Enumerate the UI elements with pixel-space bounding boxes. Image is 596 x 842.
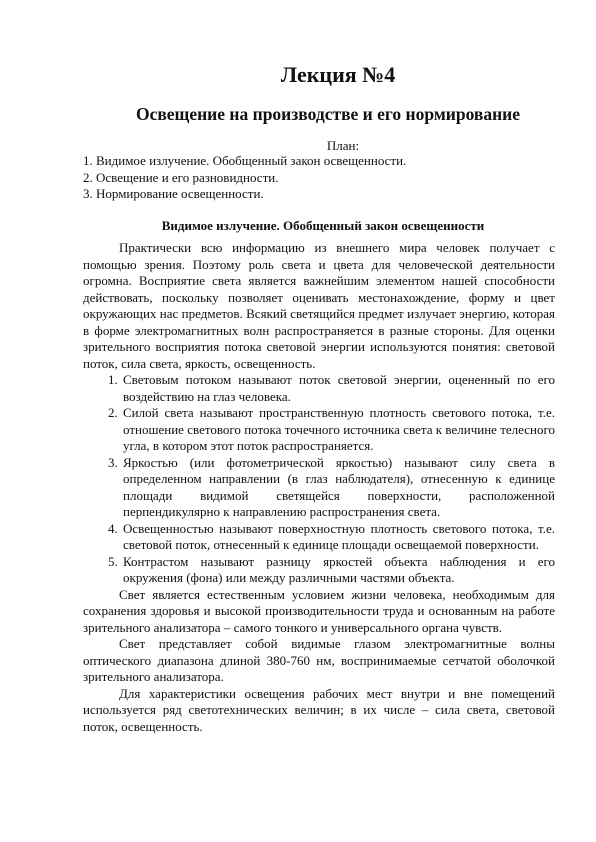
definition-item: 1. Световым потоком называют поток световой энергии, оцененный по его воздействию на глаз человека. xyxy=(121,372,555,405)
section-heading: Видимое излучение. Обобщенный закон освещенности xyxy=(161,218,485,233)
paragraph: Свет представляет собой видимые глазом электромагнитные волны оптического диапазона длиной 380-760 нм, воспринимаемые сетчатой оболочкой зрительного анализатора. xyxy=(83,636,555,684)
plan-item: 1. Видимое излучение. Обобщенный закон освещенности. xyxy=(83,153,407,168)
definitions-list xyxy=(83,372,555,587)
plan-item: 3. Нормирование освещенности. xyxy=(83,186,264,201)
intro-paragraph: Практически всю информацию из внешнего мира человек получает с помощью зрения. Поэтому роль света и цвета для человеческой деятельности огромна. Восприятие света является важнейшим элементом нашей способности действовать, поскольку позволяет оценивать местонахождение, форму и цвет окружающих нас предметов. Всякий светящийся предмет излучает энергию, которая в форме электромагнитных волн распространяется в разные стороны. Для оценки зрительного восприятия потока световой энергии используются понятия: световой поток, сила света, яркость, освещенность. xyxy=(83,240,555,371)
definition-item: 5. Контрастом называют разницу яркостей объекта наблюдения и его окружения (фона) или между различными частями объекта. xyxy=(121,554,555,587)
definition-item: 2. Силой света называют пространственную плотность светового потока, т.е. отношение светового потока точечного источника света к величине телесного угла, в котором этот поток распространяется. xyxy=(121,405,555,455)
body-text xyxy=(83,240,555,735)
definition-item: 3. Яркостью (или фотометрической яркостью) называют силу света в определенном направлении (в глаз наблюдателя), отнесенную к единице площади видимой светящейся поверхности, расположенной перпендикулярно к направлению распространения света. xyxy=(121,455,555,521)
lecture-title: Лекция №4 xyxy=(280,62,396,87)
paragraph: Для характеристики освещения рабочих мест внутри и вне помещений используется ряд светотехнических величин; в их числе – сила света, световой поток, освещенность. xyxy=(83,685,555,734)
definition-item: 4. Освещенностью называют поверхностную плотность светового потока, т.е. световой поток, отнесенный к единице площади освещаемой поверхности. xyxy=(121,521,555,554)
plan-heading: План: xyxy=(326,138,360,153)
plan-item: 2. Освещение и его разновидности. xyxy=(83,169,279,185)
plan-list xyxy=(83,153,523,203)
topic-title: Освещение на производстве и его нормирование xyxy=(135,104,521,124)
paragraph: Свет является естественным условием жизни человека, необходимым для сохранения здоровья и высокой производительности труда и основанным на работе зрительного анализатора – самого тонкого и универсального органа чувств. xyxy=(83,586,555,635)
